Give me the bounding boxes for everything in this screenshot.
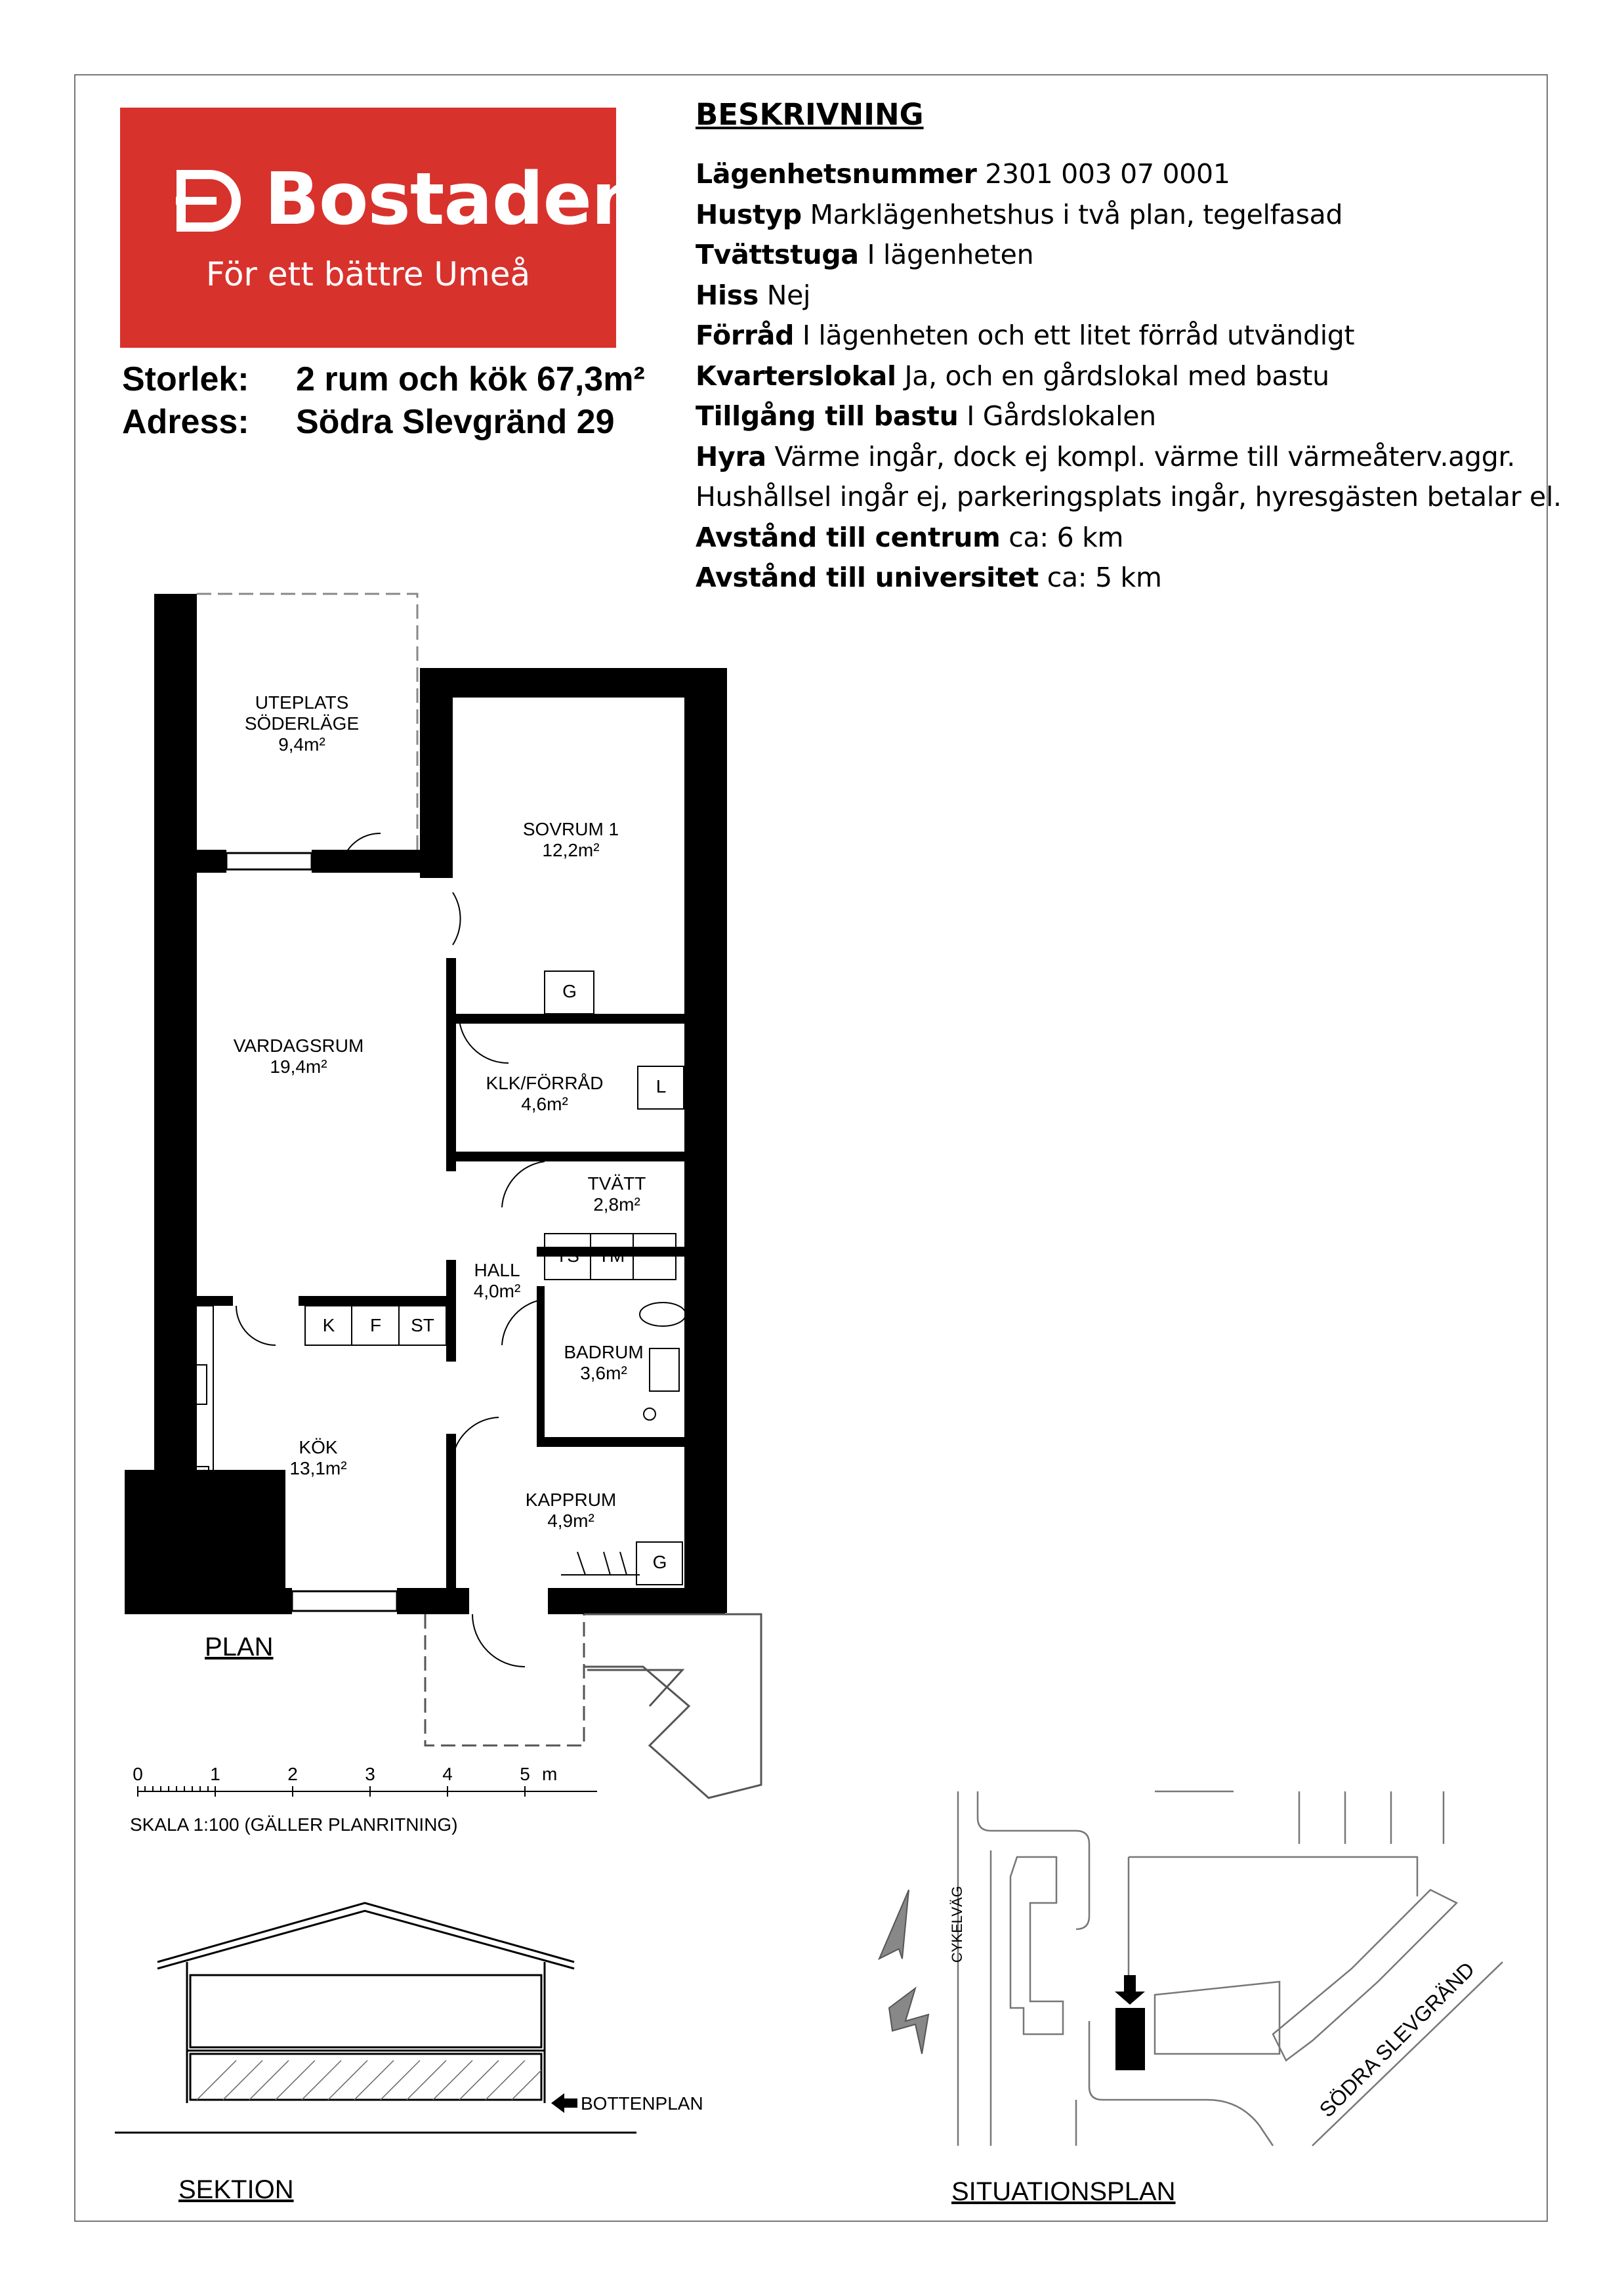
desc-line-storage: Förråd I lägenheten och ett litet förråd utvändigt xyxy=(696,320,1355,351)
site-plan xyxy=(958,1791,1503,2146)
scale-bar xyxy=(138,1786,597,1797)
situationsplan-caption: SITUATIONSPLAN xyxy=(951,2177,1176,2206)
logo-tagline: För ett bättre Umeå xyxy=(205,255,531,293)
desc-line-house-type: Hustyp Marklägenhetshus i två plan, tegelfasad xyxy=(696,198,1343,230)
bottenplan-label: BOTTENPLAN xyxy=(581,2093,703,2114)
desc-line-apartment-number: Lägenhetsnummer 2301 003 07 0001 xyxy=(696,158,1230,190)
room-label-kapprum: KAPPRUM 4,9m² xyxy=(525,1490,617,1532)
desc-line-distance-center: Avstånd till centrum ca: 6 km xyxy=(696,521,1124,553)
room-label-vardagsrum: VARDAGSRUM 19,4m² xyxy=(233,1035,364,1077)
plan-caption: PLAN xyxy=(205,1633,274,1661)
desc-line-common-room: Kvarterslokal Ja, och en gårdslokal med bastu xyxy=(696,360,1329,392)
north-arrow-icon xyxy=(879,1890,928,2054)
fixture-tm: TM xyxy=(598,1245,625,1266)
desc-line-laundry: Tvättstuga I lägenheten xyxy=(696,239,1034,270)
desc-line-rent-cont: Hushållsel ingår ej, parkeringsplats ingår, hyresgästen betalar el. xyxy=(696,481,1562,512)
room-label-badrum: BADRUM 3,6m² xyxy=(564,1342,644,1384)
description-heading: BESKRIVNING xyxy=(696,97,924,132)
fixture-g-sovrum: G xyxy=(562,981,577,1001)
logo-name: Bostaden xyxy=(264,157,642,241)
size-label: Storlek: xyxy=(122,360,249,398)
entry-porch xyxy=(425,1614,584,1745)
address-label: Adress: xyxy=(122,403,249,441)
size-value: 2 rum och kök 67,3m² xyxy=(296,360,645,398)
room-label-uteplats: UTEPLATS SÖDERLÄGE 9,4m² xyxy=(244,692,360,755)
room-label-tvatt: TVÄTT 2,8m² xyxy=(587,1173,646,1215)
scale-tick-5: 5 xyxy=(520,1764,530,1784)
site-label-street: SÖDRA SLEVGRÄND xyxy=(1314,1957,1480,2122)
scale-tick-4: 4 xyxy=(442,1764,453,1784)
desc-line-elevator: Hiss Nej xyxy=(696,279,811,311)
site-label-cykelvag: CYKELVÄG xyxy=(948,1886,965,1963)
fixture-ts: TS xyxy=(556,1245,579,1266)
scale-tick-unit: m xyxy=(542,1764,558,1784)
exterior-walls xyxy=(125,594,727,1614)
scale-tick-1: 1 xyxy=(210,1764,220,1784)
desc-line-sauna: Tillgång till bastu I Gårdslokalen xyxy=(696,400,1156,432)
fixture-f: F xyxy=(369,1315,382,1335)
desc-line-distance-university: Avstånd till universitet ca: 5 km xyxy=(696,562,1162,593)
fixture-st: ST xyxy=(411,1315,434,1335)
fixture-k: K xyxy=(322,1315,335,1335)
bottenplan-arrow-icon xyxy=(551,2093,577,2113)
room-label-kok: KÖK 13,1m² xyxy=(289,1437,347,1479)
scale-caption: SKALA 1:100 (GÄLLER PLANRITNING) xyxy=(130,1814,458,1835)
sektion-caption: SEKTION xyxy=(178,2175,294,2204)
address-value: Södra Slevgränd 29 xyxy=(296,403,615,441)
room-label-klk: KLK/FÖRRÅD 4,6m² xyxy=(486,1073,604,1115)
room-label-hall: HALL 4,0m² xyxy=(473,1260,521,1302)
scale-tick-3: 3 xyxy=(365,1764,375,1784)
scale-tick-0: 0 xyxy=(133,1764,143,1784)
scale-tick-2: 2 xyxy=(287,1764,298,1784)
entry-canopy xyxy=(584,1614,761,1798)
site-building-marker xyxy=(1115,1975,1145,2070)
section-hatching xyxy=(197,2060,541,2100)
desc-line-rent: Hyra Värme ingår, dock ej kompl. värme till värmeåterv.aggr. xyxy=(696,440,1515,472)
fixture-g-kapprum: G xyxy=(652,1552,667,1572)
room-label-sovrum: SOVRUM 1 12,2m² xyxy=(522,819,619,861)
fixture-l: L xyxy=(655,1076,667,1096)
